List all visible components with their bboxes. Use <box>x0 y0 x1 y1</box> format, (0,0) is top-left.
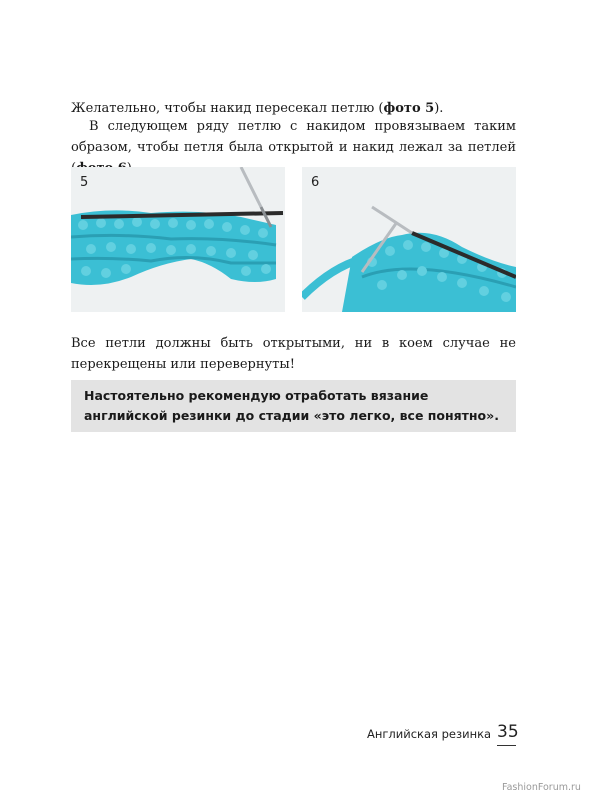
photo-5-reference: фото 5 <box>383 101 435 116</box>
callout-box: Настоятельно рекомендую отработать вязание английской резинки до стадии «это легко, все понятно». <box>71 380 516 432</box>
page-number-underline <box>497 745 516 746</box>
photo-6 <box>302 167 516 312</box>
photo-6-image <box>302 167 516 312</box>
photo-5-image <box>71 167 285 312</box>
paragraph-1-text: Желательно, чтобы накид пересекал петлю ( <box>71 101 384 116</box>
watermark: FashionForum.ru <box>502 782 581 793</box>
page-number: 35 <box>497 722 519 742</box>
photo-6-number: 6 <box>311 175 320 190</box>
paragraph-2-text: В следующем ряду петлю с накидом провязываем таким образом, чтобы петля была открытой и накид лежал за петлей <box>71 119 516 155</box>
footer-chapter-title: Английская резинка <box>367 727 492 741</box>
photo-5-number: 5 <box>80 175 89 190</box>
paragraph-3: Все петли должны быть открытыми, ни в коем случае не перекрещены или перевернуты! <box>71 336 516 372</box>
photo-5 <box>71 167 285 312</box>
paragraph-1-end: ). <box>434 101 444 116</box>
